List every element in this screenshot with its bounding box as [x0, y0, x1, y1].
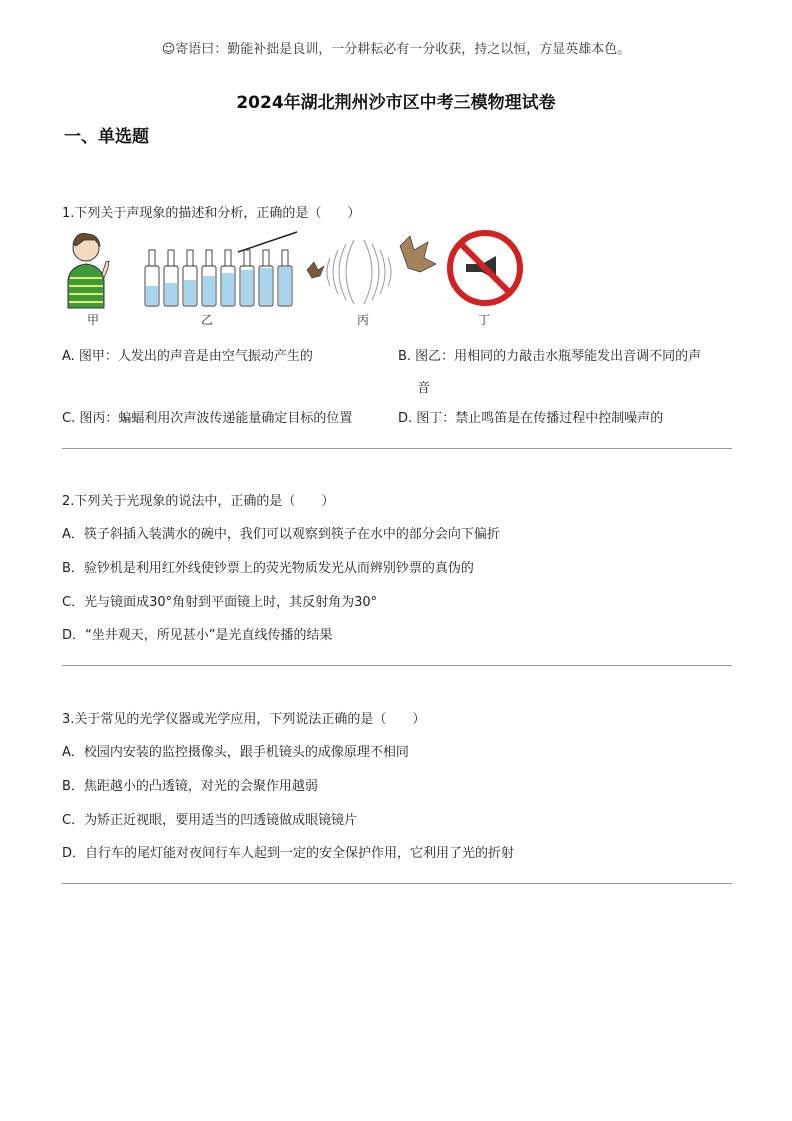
q1-option-b-cont: 音	[417, 381, 431, 396]
no-honking-sign-illustration	[450, 233, 520, 303]
question-2-stem: 2.下列关于光现象的说法中，正确的是（ ）	[62, 494, 335, 509]
question-1-figure	[62, 228, 532, 328]
caption-jia: 甲	[87, 313, 100, 327]
bat-echolocation-illustration	[307, 236, 436, 304]
q3-option-c: C．为矫正近视眼，要用适当的凹透镜做成眼镜镜片	[62, 813, 358, 828]
divider-3	[62, 883, 732, 884]
motto: ☺寄语曰：勤能补拙是良训，一分耕耘必有一分收获，持之以恒，方显英雄本色。	[161, 42, 631, 57]
question-3-stem: 3.关于常见的光学仪器或光学应用，下列说法正确的是（ ）	[62, 712, 426, 727]
divider-1	[62, 448, 732, 449]
boy-speaking-illustration	[68, 233, 109, 308]
q3-option-d: D．自行车的尾灯能对夜间行车人起到一定的安全保护作用，它利用了光的折射	[62, 846, 515, 861]
q2-option-a: A．筷子斜插入装满水的碗中，我们可以观察到筷子在水中的部分会向下偏折	[62, 527, 500, 542]
q2-option-c: C．光与镜面成30°角射到平面镜上时，其反射角为30°	[62, 595, 378, 610]
exam-title: 2024年湖北荆州沙市区中考三模物理试卷	[236, 93, 556, 113]
water-bottles-illustration	[145, 232, 297, 306]
q1-option-c: C. 图丙：蝙蝠利用次声波传递能量确定目标的位置	[62, 411, 353, 426]
divider-2	[62, 665, 732, 666]
caption-yi: 乙	[201, 313, 214, 327]
caption-ding: 丁	[478, 313, 491, 327]
section-heading: 一、单选题	[64, 127, 149, 147]
caption-bing: 丙	[357, 313, 370, 327]
q1-option-b: B. 图乙：用相同的力敲击水瓶琴能发出音调不同的声	[398, 349, 702, 364]
question-1-stem: 1.下列关于声现象的描述和分析，正确的是（ ）	[62, 206, 361, 221]
q1-option-d: D. 图丁：禁止鸣笛是在传播过程中控制噪声的	[398, 411, 664, 426]
q2-option-d: D．“坐井观天，所见甚小”是光直线传播的结果	[62, 628, 333, 643]
q2-option-b: B．验钞机是利用红外线使钞票上的荧光物质发光从而辨别钞票的真伪的	[62, 561, 474, 576]
q1-option-a: A. 图甲：人发出的声音是由空气振动产生的	[62, 349, 313, 364]
q3-option-a: A．校园内安装的监控摄像头，跟手机镜头的成像原理不相同	[62, 745, 409, 760]
q3-option-b: B．焦距越小的凸透镜，对光的会聚作用越弱	[62, 779, 318, 794]
